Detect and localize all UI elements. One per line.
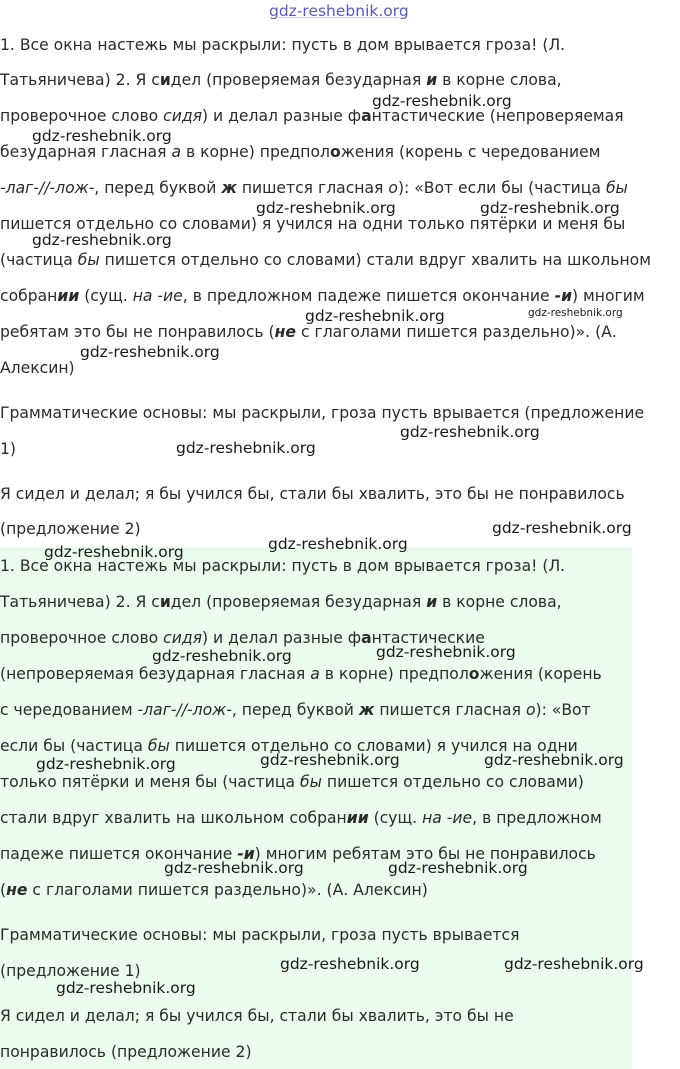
- watermark: gdz-reshebnik.org: [269, 2, 409, 20]
- watermark: gdz-reshebnik.org: [372, 92, 512, 110]
- text-line: только пятёрки и меня бы (частица бы пишется отдельно со словами): [0, 773, 584, 791]
- text-line: (непроверяемая безударная гласная а в корне) предположения (корень: [0, 665, 602, 683]
- text-line: понравилось (предложение 2): [0, 1043, 252, 1061]
- watermark: gdz-reshebnik.org: [256, 199, 396, 217]
- text-line: стали вдруг хвалить на школьном собрании (сущ. на -ие, в предложном: [0, 809, 602, 827]
- watermark: gdz-reshebnik.org: [176, 439, 316, 457]
- text-line: Я сидел и делал; я бы учился бы, стали бы хвалить, это бы не понравилось: [0, 485, 625, 503]
- watermark: gdz-reshebnik.org: [484, 751, 624, 769]
- text-line: 1): [0, 440, 17, 458]
- watermark: gdz-reshebnik.org: [32, 127, 172, 145]
- text-line: (не с глаголами пишется раздельно)». (А. Алексин): [0, 881, 428, 899]
- text-line: пишется отдельно со словами) я учился на одни только пятёрки и меня бы: [0, 215, 626, 233]
- watermark: gdz-reshebnik.org: [305, 307, 445, 325]
- watermark: gdz-reshebnik.org: [480, 199, 620, 217]
- text-line: Я сидел и делал; я бы учился бы, стали бы хвалить, это бы не: [0, 1007, 514, 1025]
- watermark: gdz-reshebnik.org: [260, 751, 400, 769]
- text-line: (предложение 1): [0, 962, 141, 980]
- text-line: (частица бы пишется отдельно со словами) стали вдруг хвалить на школьном: [0, 251, 651, 269]
- text-line: Татьяничева) 2. Я сидел (проверяемая безударная и в корне слова,: [0, 593, 562, 611]
- text-line: 1. Все окна настежь мы раскрыли: пусть в дом врывается гроза! (Л.: [0, 36, 566, 54]
- watermark: gdz-reshebnik.org: [152, 647, 292, 665]
- text-line: (предложение 2): [0, 520, 141, 538]
- watermark: gdz-reshebnik.org: [32, 231, 172, 249]
- watermark: gdz-reshebnik.org: [80, 343, 220, 361]
- text-line: проверочное слово сидя) и делал разные фантастические: [0, 629, 485, 647]
- text-line: падеже пишется окончание -и) многим ребятам это бы не понравилось: [0, 845, 596, 863]
- text-line: безударная гласная а в корне) предположения (корень с чередованием: [0, 143, 601, 161]
- text-line: проверочное слово сидя) и делал разные фантастические (непроверяемая: [0, 107, 624, 125]
- watermark: gdz-reshebnik.org: [280, 955, 420, 973]
- text-line: Грамматические основы: мы раскрыли, гроза пусть врывается: [0, 926, 520, 944]
- text-line: -лаг-//-лож-, перед буквой ж пишется гласная о): «Вот если бы (частица бы: [0, 179, 628, 197]
- watermark: gdz-reshebnik.org: [56, 979, 196, 997]
- text-line: если бы (частица бы пишется отдельно со словами) я учился на одни: [0, 737, 578, 755]
- text-line: Алексин): [0, 359, 75, 377]
- text-line: с чередованием -лаг-//-лож-, перед буквой ж пишется гласная о): «Вот: [0, 701, 591, 719]
- text-line: собрании (сущ. на -ие, в предложном падеже пишется окончание -и) многим: [0, 287, 645, 305]
- watermark: gdz-reshebnik.org: [376, 643, 516, 661]
- watermark: gdz-reshebnik.org: [268, 535, 408, 553]
- text-line: ребятам это бы не понравилось (не с глаголами пишется раздельно)». (А.: [0, 323, 617, 341]
- watermark: gdz-reshebnik.org: [504, 955, 644, 973]
- watermark: gdz-reshebnik.org: [400, 423, 540, 441]
- text-line: Татьяничева) 2. Я сидел (проверяемая безударная и в корне слова,: [0, 71, 562, 89]
- watermark: gdz-reshebnik.org: [36, 755, 176, 773]
- watermark: gdz-reshebnik.org: [164, 859, 304, 877]
- text-line: 1. Все окна настежь мы раскрыли: пусть в дом врывается гроза! (Л.: [0, 557, 566, 575]
- watermark: gdz-reshebnik.org: [388, 859, 528, 877]
- watermark: gdz-reshebnik.org: [44, 543, 184, 561]
- watermark: gdz-reshebnik.org: [528, 307, 623, 319]
- text-line: Грамматические основы: мы раскрыли, гроза пусть врывается (предложение: [0, 404, 645, 422]
- watermark: gdz-reshebnik.org: [492, 519, 632, 537]
